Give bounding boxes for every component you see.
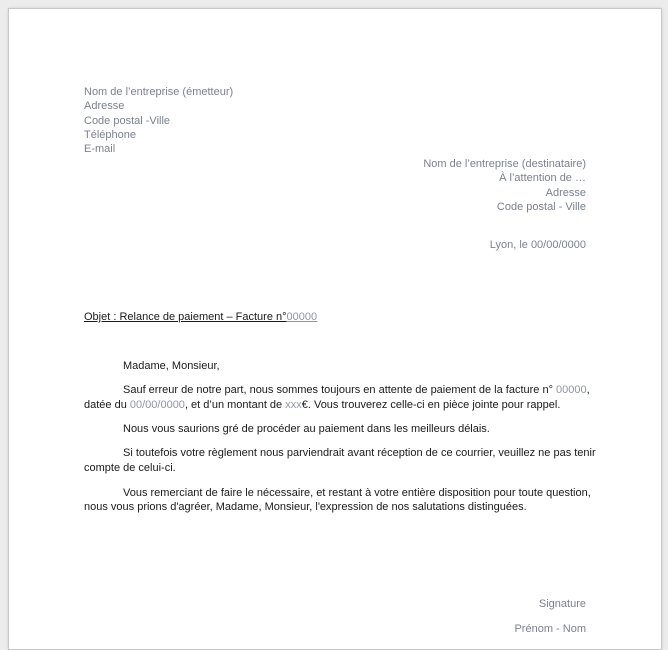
p1-invoice-number: 00000 — [556, 384, 587, 396]
recipient-postal-city: Code postal - Ville — [496, 201, 586, 213]
sender-postal-city: Code postal -Ville — [84, 115, 171, 127]
signature-name: Prénom - Nom — [514, 623, 586, 635]
sender-phone: Téléphone — [84, 129, 136, 141]
paragraph-4-line-2: nous vous prions d'agréer, Madame, Monsieur, l'expression de nos salutations distinguées. — [84, 501, 527, 513]
paragraph-1-line-2 — [84, 398, 560, 412]
paragraph-3-line-1: Si toutefois votre règlement nous parviendrait avant réception de ce courrier, veuillez ne pas tenir — [123, 447, 596, 459]
p1-amount: xxx — [285, 399, 302, 411]
place-date: Lyon, le 00/00/0000 — [489, 239, 586, 251]
p1-date: 00/00/0000 — [129, 399, 185, 411]
sender-company: Nom de l’entreprise (émetteur) — [84, 86, 234, 98]
recipient-attention: À l’attention de … — [499, 172, 586, 184]
paragraph-4-line-1: Vous remerciant de faire le nécessaire, et restant à votre entière disposition pour toute question, — [123, 487, 591, 499]
document-page — [8, 8, 662, 650]
paragraph-3-line-2: compte de celui-ci. — [84, 462, 176, 474]
p1-text-d: , et d’un montant de — [184, 399, 286, 411]
p1-text-c: datée du — [84, 399, 130, 411]
recipient-company: Nom de l’entreprise (destinataire) — [423, 158, 586, 170]
signature-label: Signature — [538, 598, 586, 610]
p1-text-e: €. Vous trouverez celle-ci en pièce jointe pour rappel. — [301, 399, 561, 411]
subject-line — [84, 310, 317, 324]
p1-text-b: , — [586, 384, 590, 396]
subject-invoice-number: 00000 — [286, 311, 318, 323]
sender-address: Adresse — [84, 100, 125, 112]
sender-email: E-mail — [84, 143, 116, 155]
subject-label: Objet : Relance de paiement – Facture n° — [84, 311, 287, 323]
paragraph-2: Nous vous saurions gré de procéder au paiement dans les meilleurs délais. — [123, 423, 490, 435]
recipient-address: Adresse — [545, 187, 586, 199]
paragraph-1-line-1 — [123, 383, 590, 397]
p1-text-a: Sauf erreur de notre part, nous sommes toujours en attente de paiement de la facture n° — [123, 384, 557, 396]
salutation: Madame, Monsieur, — [123, 360, 220, 372]
